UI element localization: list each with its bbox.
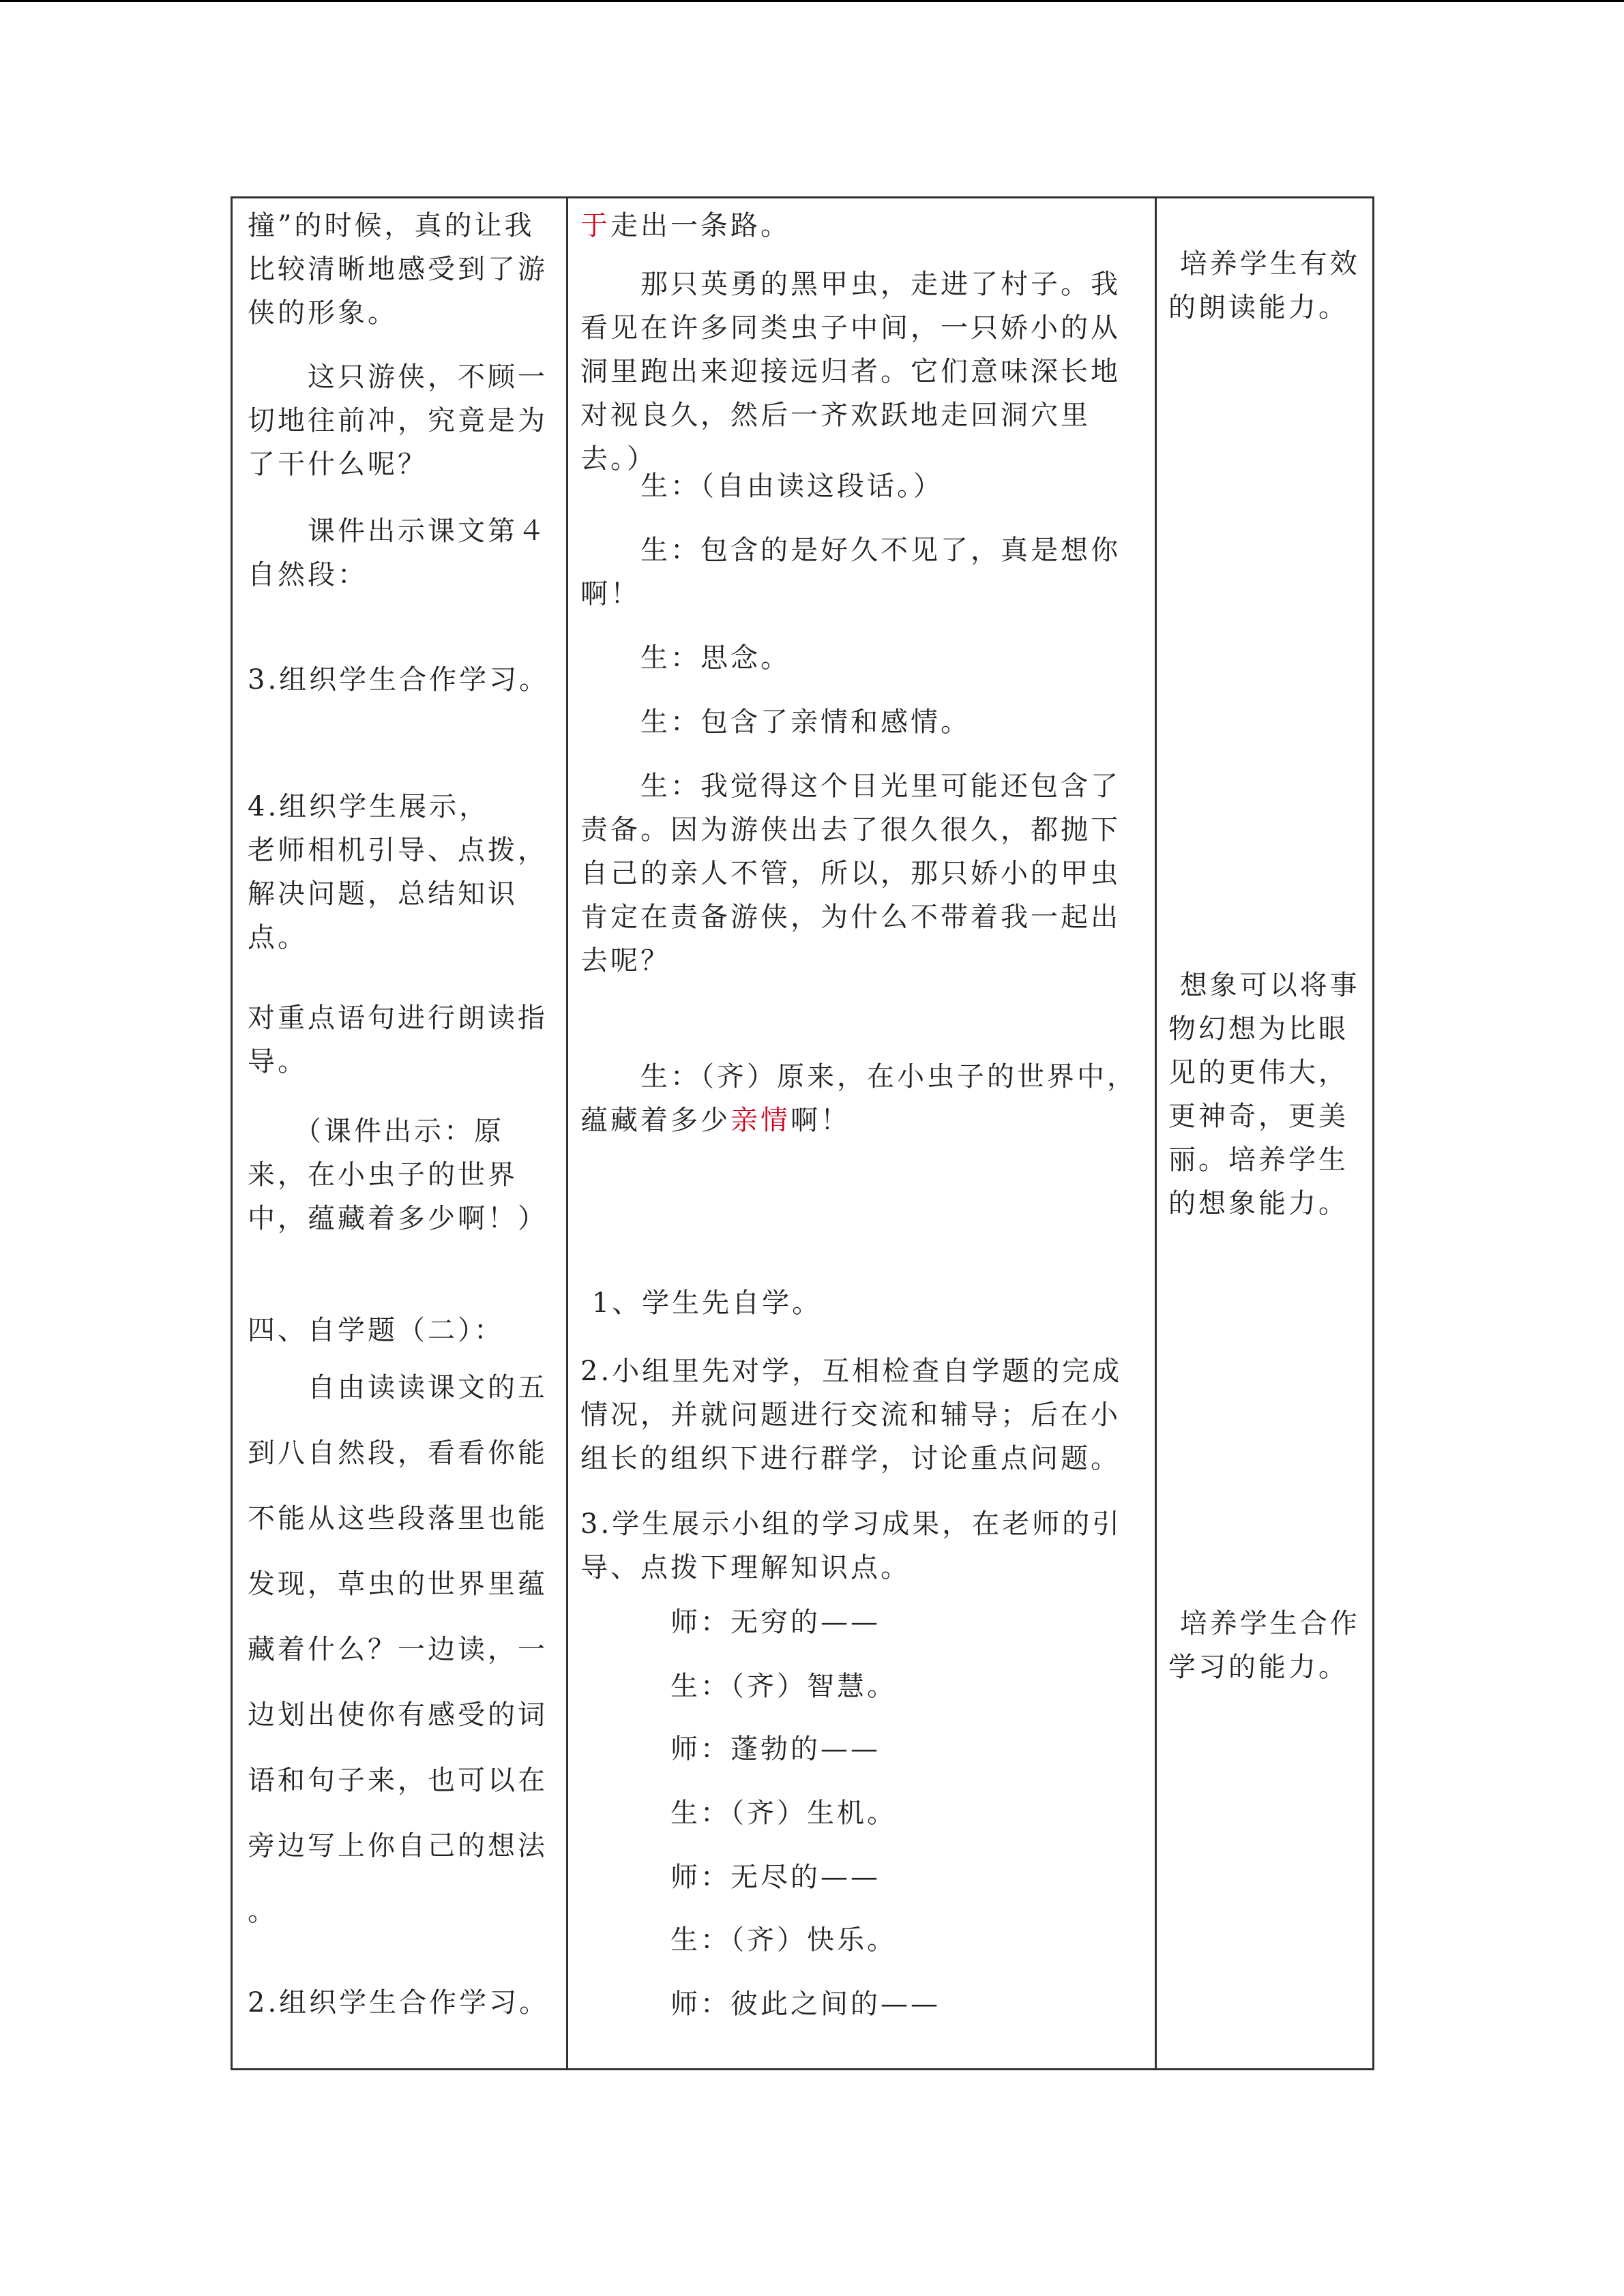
student-text-1	[580, 204, 1140, 248]
student-step-1: 1、学生先自学。	[580, 1287, 823, 1319]
self-study-instructions: 自由读读课文的五到八自然段，看看你能不能从这些段落里也能发现，草虫的世界里蕴藏着什么？一边读，一边划出使你有感受的词语和句子来，也可以在旁边写上你自己的想法 。	[248, 1372, 559, 1927]
dialogue-line-2: 生：（齐）智慧。	[580, 1671, 897, 1702]
teacher-reading-guidance: 对重点语句进行朗读指导。	[248, 1002, 548, 1077]
dialogue-line-5: 师：无尽的——	[580, 1862, 881, 1893]
teacher-text-1: 撞”的时候，真的让我比较清晰地感受到了游侠的形象。	[248, 210, 548, 329]
design-intent-1: 培养学生有效的朗读能力。	[1168, 248, 1360, 323]
student-step-2: 2.小组里先对学，互相检查自学题的完成情况，并就问题进行交流和辅导；后在小组长的组织下进行群学，讨论重点问题。	[580, 1356, 1123, 1474]
teacher-step-3: 3.组织学生合作学习。	[248, 664, 550, 696]
courseware-display-note: （课件出示：原来，在小虫子的世界中，蕴藏着多少啊！）	[248, 1116, 548, 1234]
teacher-text-3: 课件出示课文第４自然段：	[248, 516, 548, 591]
student-text-2: 那只英勇的黑甲虫，走进了村子。我看见在许多同类虫子中间，一只娇小的从洞里跑出来迎接远归者。它们意味深长地对视良久，然后一齐欢跃地走回洞穴里去。）	[580, 269, 1121, 475]
student-reply-6-pre: 生：（齐）原来，在小虫子的世界中，蕴藏着多少	[580, 1061, 1137, 1136]
dialogue-line-1: 师：无穷的——	[580, 1607, 881, 1638]
top-rule	[0, 0, 1624, 2]
dialogue-line-6: 生：（齐）快乐。	[580, 1924, 897, 1956]
student-reply-6	[580, 1055, 1140, 1142]
student-reply-4: 生：包含了亲情和感情。	[580, 706, 971, 738]
design-intent-3: 培养学生合作学习的能力。	[1168, 1608, 1360, 1683]
column-divider-left	[566, 198, 568, 2068]
self-study-heading-2: 四、自学题（二）：	[248, 1315, 504, 1346]
highlight-word-kinship: 亲情	[730, 1105, 791, 1136]
student-reply-1: 生：（自由读这段话。）	[580, 471, 943, 502]
dialogue-line-3: 师：蓬勃的——	[580, 1733, 881, 1765]
teacher-step-4: 4.组织学生展示， 老师相机引导、点拨，解决问题，总结知识点。	[248, 791, 548, 953]
column-divider-right	[1155, 198, 1157, 2068]
student-reply-3: 生：思念。	[580, 642, 791, 674]
lesson-table	[231, 196, 1374, 2070]
highlight-text: 于	[580, 210, 610, 241]
dialogue-line-4: 生：（齐）生机。	[580, 1798, 897, 1829]
student-reply-5: 生：我觉得这个目光里可能还包含了责备。因为游侠出去了很久很久，都抛下自己的亲人不管，所以，那只娇小的甲虫肯定在责备游侠，为什么不带着我一起出去呢？	[580, 771, 1121, 976]
teacher-text-2: 这只游侠，不顾一切地往前冲，究竟是为了干什么呢？	[248, 361, 548, 480]
student-reply-6-post: 啊！	[791, 1105, 851, 1136]
student-reply-2: 生：包含的是好久不见了，真是想你啊！	[580, 535, 1121, 610]
student-text-1-rest: 走出一条路。	[610, 210, 791, 241]
dialogue-line-7: 师：彼此之间的——	[580, 1988, 941, 2020]
student-step-3: 3.学生展示小组的学习成果，在老师的引导、点拨下理解知识点。	[580, 1508, 1123, 1583]
design-intent-2: 想象可以将事物幻想为比眼见的更伟大，更神奇，更美丽。培养学生的想象能力。	[1168, 970, 1360, 1219]
teacher-step-2-cooperative: 2.组织学生合作学习。	[248, 1987, 550, 2018]
